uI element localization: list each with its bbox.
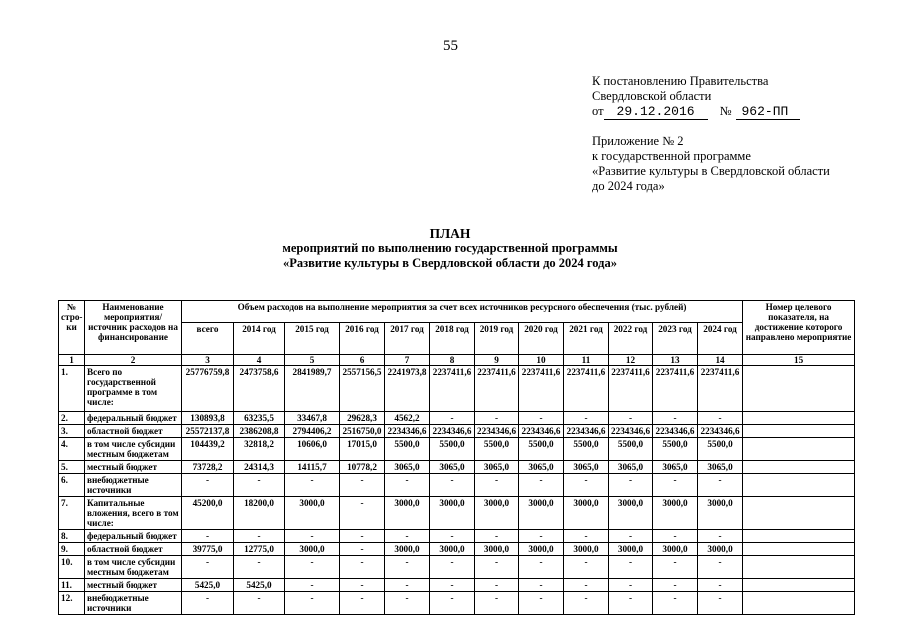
- value-cell: -: [698, 412, 743, 425]
- value-cell: -: [519, 474, 564, 497]
- target-indicator-cell: [743, 425, 855, 438]
- value-cell: 3065,0: [519, 461, 564, 474]
- target-indicator-cell: [743, 497, 855, 530]
- from-label: от: [592, 104, 604, 118]
- column-number-row: [59, 355, 855, 366]
- row-name-cell: Всего по государственной программе в том числе:: [85, 366, 182, 412]
- value-cell: 3000,0: [430, 543, 475, 556]
- appendix-line-3: «Развитие культуры в Свердловской области: [592, 164, 830, 178]
- value-cell: -: [609, 556, 653, 579]
- value-cell: -: [698, 474, 743, 497]
- table-row: [59, 592, 855, 615]
- row-name-cell: федеральный бюджет: [85, 530, 182, 543]
- appendix-line-2: к государственной программе: [592, 149, 751, 163]
- column-number-cell: 11: [564, 355, 609, 366]
- value-cell: 2794406,2: [285, 425, 340, 438]
- row-number-cell: 9.: [59, 543, 85, 556]
- row-name-cell: федеральный бюджет: [85, 412, 182, 425]
- plan-body: [59, 355, 855, 615]
- column-number-cell: 4: [234, 355, 285, 366]
- value-cell: 3000,0: [653, 543, 698, 556]
- year-header-cell: 2016 год: [340, 323, 385, 355]
- value-cell: 3000,0: [653, 497, 698, 530]
- value-cell: 3000,0: [285, 543, 340, 556]
- header-row-number: № стро- ки: [59, 301, 85, 355]
- value-cell: -: [475, 412, 519, 425]
- row-name-cell: областной бюджет: [85, 425, 182, 438]
- appendix-line-4: до 2024 года»: [592, 179, 665, 193]
- target-indicator-cell: [743, 461, 855, 474]
- year-header-cell: 2020 год: [519, 323, 564, 355]
- value-cell: -: [609, 530, 653, 543]
- column-number-cell: 6: [340, 355, 385, 366]
- value-cell: 73728,2: [182, 461, 234, 474]
- plan-title-line-3: «Развитие культуры в Свердловской области до 2024 года»: [283, 256, 617, 270]
- value-cell: 5500,0: [564, 438, 609, 461]
- value-cell: -: [182, 474, 234, 497]
- table-row: [59, 556, 855, 579]
- value-cell: 39775,0: [182, 543, 234, 556]
- appendix-line-1: Приложение № 2: [592, 134, 684, 148]
- value-cell: -: [519, 530, 564, 543]
- value-cell: -: [475, 592, 519, 615]
- value-cell: -: [340, 579, 385, 592]
- target-indicator-cell: [743, 366, 855, 412]
- row-name-cell: областной бюджет: [85, 543, 182, 556]
- value-cell: -: [698, 530, 743, 543]
- value-cell: -: [234, 530, 285, 543]
- value-cell: 2237411,6: [430, 366, 475, 412]
- row-name-cell: местный бюджет: [85, 461, 182, 474]
- value-cell: -: [385, 530, 430, 543]
- value-cell: 3000,0: [285, 497, 340, 530]
- value-cell: -: [475, 530, 519, 543]
- number-label: №: [719, 104, 732, 118]
- row-number-cell: 2.: [59, 412, 85, 425]
- value-cell: 2841989,7: [285, 366, 340, 412]
- value-cell: -: [430, 474, 475, 497]
- row-name-cell: внебюджетные источники: [85, 474, 182, 497]
- header-line-1: К постановлению Правительства: [592, 74, 769, 88]
- value-cell: 3000,0: [475, 497, 519, 530]
- value-cell: 5500,0: [653, 438, 698, 461]
- value-cell: -: [564, 530, 609, 543]
- year-header-cell: 2014 год: [234, 323, 285, 355]
- column-number-cell: 12: [609, 355, 653, 366]
- value-cell: -: [519, 412, 564, 425]
- value-cell: 3000,0: [385, 497, 430, 530]
- value-cell: -: [564, 556, 609, 579]
- value-cell: 2234346,6: [564, 425, 609, 438]
- value-cell: -: [340, 474, 385, 497]
- value-cell: -: [609, 579, 653, 592]
- value-cell: 3000,0: [564, 543, 609, 556]
- row-number-cell: 11.: [59, 579, 85, 592]
- table-row: [59, 543, 855, 556]
- target-indicator-cell: [743, 543, 855, 556]
- row-number-cell: 1.: [59, 366, 85, 412]
- header-line-2: Свердловской области: [592, 89, 712, 103]
- value-cell: -: [653, 412, 698, 425]
- value-cell: -: [234, 474, 285, 497]
- header-activity-name: Наименование мероприятия/ источник расходов на финансирование: [85, 301, 182, 355]
- value-cell: -: [653, 474, 698, 497]
- row-name-cell: внебюджетные источники: [85, 592, 182, 615]
- value-cell: -: [182, 556, 234, 579]
- value-cell: -: [430, 530, 475, 543]
- value-cell: -: [564, 474, 609, 497]
- plan-title-line-2: мероприятий по выполнению государственной программы: [282, 241, 618, 255]
- value-cell: 3065,0: [564, 461, 609, 474]
- value-cell: -: [340, 543, 385, 556]
- value-cell: 3000,0: [475, 543, 519, 556]
- row-number-cell: 12.: [59, 592, 85, 615]
- value-cell: 2234346,6: [385, 425, 430, 438]
- year-header-cell: 2023 год: [653, 323, 698, 355]
- value-cell: -: [698, 556, 743, 579]
- table-row: [59, 579, 855, 592]
- year-header-cell: 2019 год: [475, 323, 519, 355]
- value-cell: -: [609, 412, 653, 425]
- column-number-cell: 3: [182, 355, 234, 366]
- value-cell: -: [385, 556, 430, 579]
- value-cell: 3000,0: [698, 543, 743, 556]
- value-cell: 45200,0: [182, 497, 234, 530]
- value-cell: -: [430, 579, 475, 592]
- table-row: [59, 474, 855, 497]
- value-cell: 2234346,6: [519, 425, 564, 438]
- value-cell: 2237411,6: [698, 366, 743, 412]
- row-number-cell: 3.: [59, 425, 85, 438]
- value-cell: 2234346,6: [698, 425, 743, 438]
- value-cell: 10778,2: [340, 461, 385, 474]
- value-cell: 4562,2: [385, 412, 430, 425]
- table-row: [59, 425, 855, 438]
- value-cell: -: [519, 556, 564, 579]
- value-cell: -: [285, 592, 340, 615]
- value-cell: -: [182, 530, 234, 543]
- value-cell: 14115,7: [285, 461, 340, 474]
- value-cell: -: [285, 530, 340, 543]
- value-cell: -: [519, 592, 564, 615]
- value-cell: -: [653, 592, 698, 615]
- value-cell: 2386208,8: [234, 425, 285, 438]
- value-cell: 3000,0: [609, 497, 653, 530]
- value-cell: -: [430, 556, 475, 579]
- value-cell: 17015,0: [340, 438, 385, 461]
- value-cell: 29628,3: [340, 412, 385, 425]
- value-cell: 130893,8: [182, 412, 234, 425]
- value-cell: 63235,5: [234, 412, 285, 425]
- value-cell: -: [385, 474, 430, 497]
- value-cell: 5500,0: [475, 438, 519, 461]
- value-cell: 5500,0: [519, 438, 564, 461]
- value-cell: 5500,0: [609, 438, 653, 461]
- value-cell: 3065,0: [385, 461, 430, 474]
- year-header-cell: 2024 год: [698, 323, 743, 355]
- value-cell: 25572137,8: [182, 425, 234, 438]
- row-name-cell: в том числе субсидии местным бюджетам: [85, 556, 182, 579]
- plan-title-main: ПЛАН: [429, 226, 471, 241]
- value-cell: -: [285, 474, 340, 497]
- value-cell: 2237411,6: [475, 366, 519, 412]
- value-cell: 2237411,6: [609, 366, 653, 412]
- value-cell: -: [385, 592, 430, 615]
- row-number-cell: 4.: [59, 438, 85, 461]
- column-number-cell: 8: [430, 355, 475, 366]
- value-cell: 2234346,6: [609, 425, 653, 438]
- value-cell: 25776759,8: [182, 366, 234, 412]
- table-row: [59, 366, 855, 412]
- value-cell: 18200,0: [234, 497, 285, 530]
- value-cell: -: [698, 579, 743, 592]
- year-header-cell: 2015 год: [285, 323, 340, 355]
- target-indicator-cell: [743, 438, 855, 461]
- target-indicator-cell: [743, 556, 855, 579]
- target-indicator-cell: [743, 474, 855, 497]
- appendix-block: [592, 134, 830, 194]
- value-cell: 2237411,6: [653, 366, 698, 412]
- value-cell: 2234346,6: [430, 425, 475, 438]
- value-cell: 3065,0: [609, 461, 653, 474]
- column-number-cell: 1: [59, 355, 85, 366]
- value-cell: 2234346,6: [475, 425, 519, 438]
- value-cell: -: [564, 412, 609, 425]
- value-cell: 3065,0: [698, 461, 743, 474]
- row-number-cell: 5.: [59, 461, 85, 474]
- value-cell: -: [475, 474, 519, 497]
- order-number: 962-ПП: [736, 104, 800, 120]
- value-cell: -: [234, 592, 285, 615]
- column-number-cell: 15: [743, 355, 855, 366]
- value-cell: -: [285, 579, 340, 592]
- year-header-cell: 2021 год: [564, 323, 609, 355]
- value-cell: -: [285, 556, 340, 579]
- value-cell: 5500,0: [698, 438, 743, 461]
- target-indicator-cell: [743, 412, 855, 425]
- value-cell: -: [340, 530, 385, 543]
- value-cell: 2516750,0: [340, 425, 385, 438]
- value-cell: -: [475, 556, 519, 579]
- header-expense-volume: Объем расходов на выполнение мероприятия за счет всех источников ресурсного обеспечения (тыс. рублей): [182, 301, 743, 323]
- value-cell: 10606,0: [285, 438, 340, 461]
- value-cell: 3065,0: [430, 461, 475, 474]
- value-cell: 5500,0: [430, 438, 475, 461]
- value-cell: 3000,0: [698, 497, 743, 530]
- value-cell: 3000,0: [385, 543, 430, 556]
- value-cell: 5425,0: [182, 579, 234, 592]
- value-cell: 3000,0: [519, 497, 564, 530]
- value-cell: 2557156,5: [340, 366, 385, 412]
- row-number-cell: 10.: [59, 556, 85, 579]
- table-row: [59, 412, 855, 425]
- year-header-cell: 2018 год: [430, 323, 475, 355]
- header-target-indicator: Номер целевого показателя, на достижение которого направлено мероприятие: [743, 301, 855, 355]
- value-cell: -: [609, 474, 653, 497]
- value-cell: 104439,2: [182, 438, 234, 461]
- order-line: [592, 104, 830, 120]
- value-cell: -: [564, 592, 609, 615]
- row-name-cell: Капитальные вложения, всего в том числе:: [85, 497, 182, 530]
- value-cell: 33467,8: [285, 412, 340, 425]
- value-cell: -: [340, 592, 385, 615]
- value-cell: -: [385, 579, 430, 592]
- value-cell: -: [475, 579, 519, 592]
- target-indicator-cell: [743, 579, 855, 592]
- value-cell: 3065,0: [475, 461, 519, 474]
- value-cell: -: [519, 579, 564, 592]
- year-header-cell: всего: [182, 323, 234, 355]
- value-cell: -: [430, 412, 475, 425]
- value-cell: 3000,0: [564, 497, 609, 530]
- value-cell: -: [653, 556, 698, 579]
- value-cell: -: [430, 592, 475, 615]
- page-number: 55: [443, 38, 458, 54]
- column-number-cell: 9: [475, 355, 519, 366]
- value-cell: -: [340, 556, 385, 579]
- value-cell: -: [564, 579, 609, 592]
- plan-table: [58, 300, 855, 615]
- value-cell: 24314,3: [234, 461, 285, 474]
- value-cell: 2237411,6: [564, 366, 609, 412]
- value-cell: 12775,0: [234, 543, 285, 556]
- table-row: [59, 461, 855, 474]
- value-cell: 5425,0: [234, 579, 285, 592]
- row-number-cell: 7.: [59, 497, 85, 530]
- row-number-cell: 8.: [59, 530, 85, 543]
- value-cell: -: [698, 592, 743, 615]
- order-date: 29.12.2016: [604, 104, 708, 120]
- value-cell: 2473758,6: [234, 366, 285, 412]
- column-number-cell: 2: [85, 355, 182, 366]
- value-cell: 2241973,8: [385, 366, 430, 412]
- year-header-cell: 2017 год: [385, 323, 430, 355]
- row-number-cell: 6.: [59, 474, 85, 497]
- value-cell: -: [653, 530, 698, 543]
- value-cell: 3000,0: [519, 543, 564, 556]
- target-indicator-cell: [743, 530, 855, 543]
- target-indicator-cell: [743, 592, 855, 615]
- value-cell: 2237411,6: [519, 366, 564, 412]
- value-cell: 3065,0: [653, 461, 698, 474]
- value-cell: -: [653, 579, 698, 592]
- row-name-cell: в том числе субсидии местным бюджетам: [85, 438, 182, 461]
- table-row: [59, 530, 855, 543]
- value-cell: 5500,0: [385, 438, 430, 461]
- value-cell: 3000,0: [609, 543, 653, 556]
- table-row: [59, 497, 855, 530]
- value-cell: 3000,0: [430, 497, 475, 530]
- column-number-cell: 13: [653, 355, 698, 366]
- column-number-cell: 7: [385, 355, 430, 366]
- column-number-cell: 10: [519, 355, 564, 366]
- column-number-cell: 14: [698, 355, 743, 366]
- value-cell: 2234346,6: [653, 425, 698, 438]
- value-cell: -: [182, 592, 234, 615]
- value-cell: -: [340, 497, 385, 530]
- year-header-cell: 2022 год: [609, 323, 653, 355]
- value-cell: -: [234, 556, 285, 579]
- row-name-cell: местный бюджет: [85, 579, 182, 592]
- column-number-cell: 5: [285, 355, 340, 366]
- plan-title: [200, 226, 700, 271]
- value-cell: -: [609, 592, 653, 615]
- value-cell: 32818,2: [234, 438, 285, 461]
- table-row: [59, 438, 855, 461]
- header-block: [592, 74, 830, 194]
